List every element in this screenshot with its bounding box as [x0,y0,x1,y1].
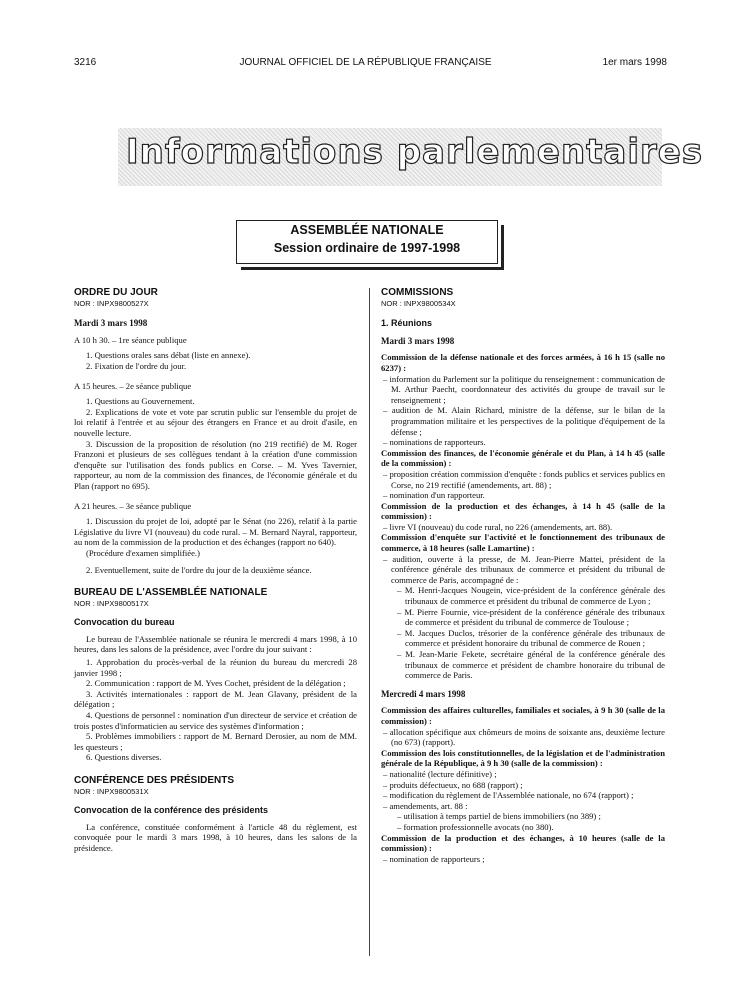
commission-production-heading: Commission de la production et des échanges, à 14 h 45 (salle de la commission) : [381,500,665,522]
bureau-intro: Le bureau de l'Assemblée nationale se réunira le mercredi 4 mars 1998, à 10 heures, dans les salons de la présidence, avec l'ordre du jour suivant : [74,633,357,655]
right-column [381,288,665,864]
issue-date: 1er mars 1998 [602,57,667,68]
seance3-heading: A 21 heures. – 3e séance publique [74,500,192,511]
session-name: Session ordinaire de 1997-1998 [273,241,461,255]
list-item: 6. Questions diverses. [86,752,162,763]
assembly-title-box [236,220,498,264]
commission-enquete-heading: Commission d'enquête sur l'activité et le fonctionnement des tribunaux de commerce, à 18 heures (salle Lamartine) : [381,532,665,554]
seance2-heading: A 15 heures. – 2e séance publique [74,380,192,391]
seance1-heading: A 10 h 30. – 1re séance publique [74,334,187,345]
list-item: – M. Jacques Duclos, trésorier de la conférence générale des tribunaux de commerce et président honoraire du tribunal de commerce de Rouen ; [397,627,665,649]
commissions-title: COMMISSIONS [381,287,454,298]
commission-finances-heading: Commission des finances, de l'économie générale et du Plan, à 14 h 45 (salle de la commission) : [381,447,665,469]
list-item: 5. Problèmes immobiliers : rapport de M. Bernard Derosier, au nom de MM. les questeurs ; [74,731,357,752]
bureau-title: BUREAU DE L'ASSEMBLÉE NATIONALE [74,587,268,599]
list-item: – audition de M. Alain Richard, ministre de la défense, sur le bilan de la programmation militaire et les perspectives de la politique d'équipement de la défense ; [383,405,665,437]
list-item: – nominations de rapporteurs. [383,437,486,448]
conference-subtitle: Convocation de la conférence des présidents [74,805,269,816]
ordre-date: Mardi 3 mars 1998 [74,318,148,329]
day1-heading: Mardi 3 mars 1998 [381,335,455,346]
list-item: – M. Jean-Marie Fekete, secrétaire général de la conférence générale des tribunaux de commerce et président de chambre honoraire du tribunal de commerce de Paris. [397,649,665,681]
list-item: 1. Approbation du procès-verbal de la réunion du bureau du mercredi 28 janvier 1998 ; [74,657,357,678]
list-item: 3. Activités internationales : rapport de M. Jean Glavany, président de la délégation ; [74,688,357,710]
left-column [74,288,357,854]
reunions-heading: 1. Réunions [381,318,433,329]
bureau-items [74,657,357,763]
list-item: – livre VI (nouveau) du code rural, no 226 (amendements, art. 88). [383,521,613,532]
list-item: (Procédure d'examen simplifiée.) [86,547,200,558]
list-item: – nomination d'un rapporteur. [383,490,485,501]
conference-title: CONFÉRENCE DES PRÉSIDENTS [74,774,235,786]
banner-title: Informations parlementaires [126,132,704,172]
conference-text: La conférence, constituée conformément à l'article 48 du règlement, est convoquée pour le mardi 3 mars 1998, à 10 heures, dans les salons de la présidence. [74,821,357,853]
list-item: – nomination de rapporteurs ; [383,853,485,864]
list-item: – allocation spécifique aux chômeurs de moins de soixante ans, deuxième lecture (no 673) (rapport). [383,726,665,748]
commission-defense-heading: Commission de la défense nationale et des forces armées, à 16 h 15 (salle no 6237) : [381,352,665,373]
conference-nor: NOR : INPX9800531X [74,786,149,796]
list-item: – modification du règlement de l'Assemblée nationale, no 674 (rapport) ; [383,790,634,801]
section-banner [118,128,704,186]
list-item: – utilisation à temps partiel de biens immobiliers (no 389) ; [397,811,601,822]
list-item: 3. Discussion de la proposition de résolution (no 219 rectifié) de M. Roger Franzoni et plusieurs de ses collègues tendant à la création d'une commission d'enquête sur l'utilisation des fonds publics en Corse. – M. Yves Tavernier, rapporteur, au nom de la commission des finances, de l'économie générale et du Plan (rapport no 695). [74,438,357,491]
list-item: 1. Questions orales sans débat (liste en annexe). [86,350,251,361]
page-number: 3216 [74,57,97,68]
bureau-nor: NOR : INPX9800517X [74,598,149,608]
bureau-subtitle: Convocation du bureau [74,617,175,628]
column-divider [369,288,370,956]
list-item: 2. Explications de vote et vote par scrutin public sur l'ensemble du projet de loi relatif à l'entrée et au séjour des étrangers en France et au droit d'asile, en nouvelle lecture. [74,406,357,438]
ordre-nor: NOR : INPX9800527X [74,298,149,308]
list-item: – M. Pierre Fournie, vice-président de la conférence générale des tribunaux de commerce et président du tribunal de commerce de Toulouse ; [397,606,665,628]
day2-heading: Mercredi 4 mars 1998 [381,688,466,699]
list-item: 1. Discussion du projet de loi, adopté par le Sénat (no 226), relatif à la partie Législative du livre VI (nouveau) du code rural. – M. Bernard Nayral, rapporteur, au nom de la commission de la production et des échanges (rapport no 640). [74,516,357,548]
commissions-nor: NOR : INPX9800534X [381,298,456,308]
journal-title: JOURNAL OFFICIEL DE LA RÉPUBLIQUE FRANÇAISE [239,57,492,68]
commission-culture-heading: Commission des affaires culturelles, familiales et sociales, à 9 h 30 (salle de la commission) : [381,705,665,726]
list-item: – formation professionnelle avocats (no 380). [397,821,554,832]
assembly-name: ASSEMBLÉE NATIONALE [290,223,444,237]
seance1-items [74,350,357,371]
commission-production2-heading: Commission de la production et des échanges, à 10 heures (salle de la commission) : [381,832,665,854]
seance3-items [74,516,357,576]
list-item: 2. Fixation de l'ordre du jour. [86,360,187,371]
list-item: – nationalité (lecture définitive) ; [383,768,497,779]
list-item: 2. Eventuellement, suite de l'ordre du jour de la deuxième séance. [86,565,312,576]
list-item: – produits défectueux, no 688 (rapport) ; [383,779,523,790]
list-item: – proposition création commission d'enquête : fonds publics et services publics en Corse, no 219 rectifié (amendements, art. 88) ; [383,468,665,490]
list-item: – audition, ouverte à la presse, de M. Jean-Pierre Mattei, président de la conférence générale des tribunaux de commerce et président du tribunal de commerce de Paris, accompagné de : [383,553,665,585]
list-item: – amendements, art. 88 : [383,800,468,811]
list-item: – information du Parlement sur la politique du renseignement : communication de M. Arthur Paecht, coordonnateur des activités du groupe de travail sur le renseignement ; [383,373,665,405]
list-item: 2. Communication : rapport de M. Yves Cochet, président de la délégation ; [86,678,346,689]
ordre-title: ORDRE DU JOUR [74,287,158,298]
list-item: – M. Henri-Jacques Nougein, vice-président de la conférence générale des tribunaux de commerce et président du tribunal de commerce de Lyon ; [397,585,665,607]
list-item: 1. Questions au Gouvernement. [86,396,195,407]
commission-lois-heading: Commission des lois constitutionnelles, de la législation et de l'administration générale de la République, à 9 h 30 (salle de la commission) : [381,747,665,769]
list-item: 4. Questions de personnel : nomination d'un directeur de service et création de trois postes d'informaticien au service des systèmes d'information ; [74,710,357,731]
seance2-items [74,396,357,491]
